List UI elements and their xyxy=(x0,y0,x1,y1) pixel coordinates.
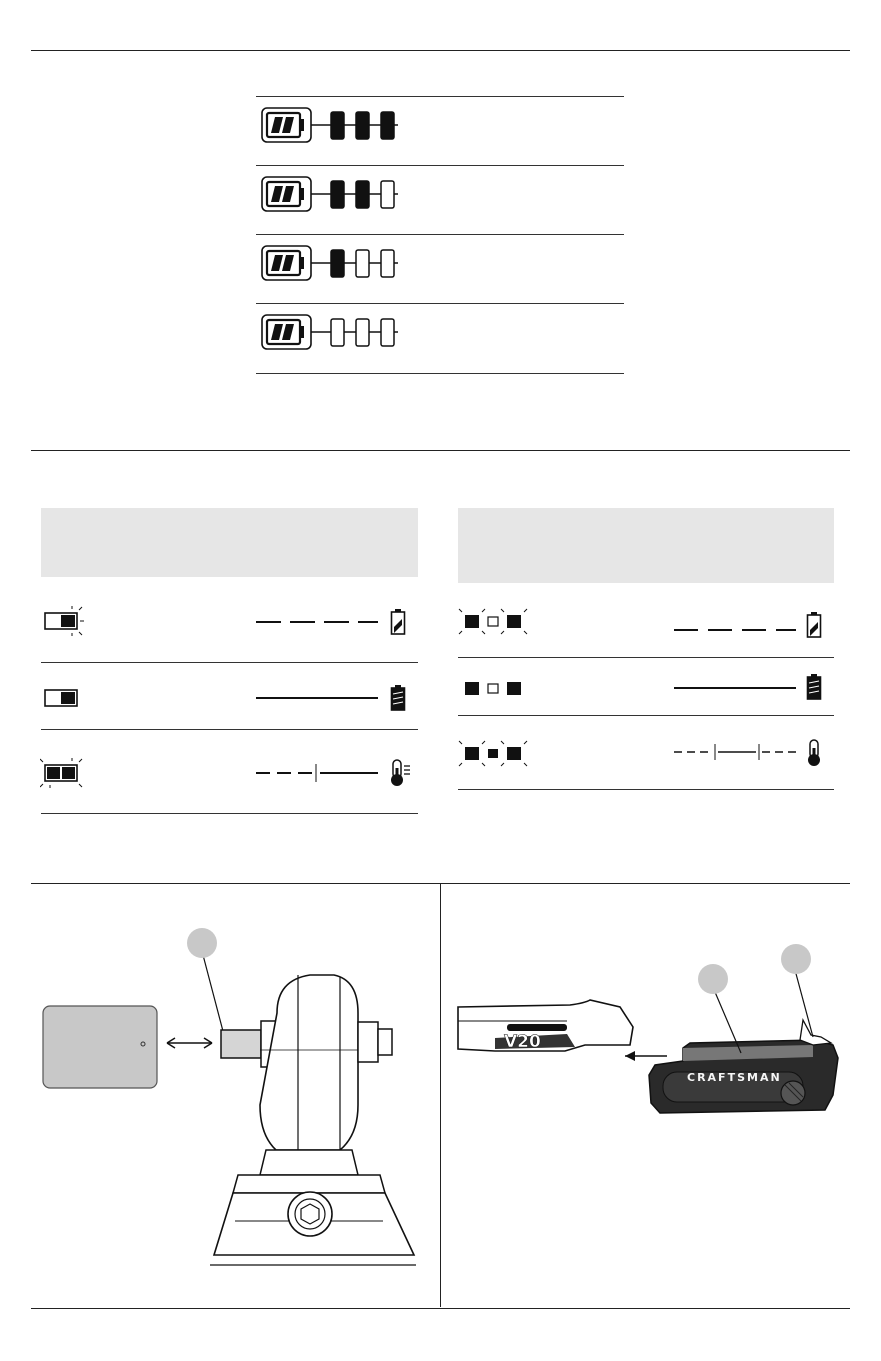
battery-icon xyxy=(262,177,311,211)
fuel-gauge-row xyxy=(258,307,418,367)
battery-icon xyxy=(262,315,311,349)
table-line xyxy=(41,729,418,730)
fuel-gauge-row xyxy=(258,169,418,229)
solid-pattern xyxy=(256,688,381,708)
charger-led-both-flashing-icon xyxy=(40,758,84,788)
gauge-segment-unlit xyxy=(381,181,394,208)
battery-charging-icon xyxy=(806,611,822,639)
table-line xyxy=(256,165,624,166)
figure-divider xyxy=(440,883,441,1307)
gauge-segment-lit xyxy=(381,112,394,139)
table-line xyxy=(256,373,624,374)
battery-brand-text: CRAFTSMAN xyxy=(687,1071,782,1084)
callout-bubble xyxy=(781,944,811,974)
table-line xyxy=(41,662,418,663)
gauge-segment-unlit xyxy=(381,319,394,346)
table-line xyxy=(256,96,624,97)
dashed-pattern xyxy=(256,612,381,632)
charger-led-flashing-icon xyxy=(40,606,84,636)
thermometer-icon xyxy=(388,758,412,788)
battery-full-icon xyxy=(806,673,822,701)
gauge-segment-lit xyxy=(331,250,344,277)
gauge-segment-unlit xyxy=(356,250,369,277)
battery-icon xyxy=(262,108,311,142)
fuel-gauge-row xyxy=(258,238,418,298)
gauge-segment-lit xyxy=(356,181,369,208)
wall-mount-figure xyxy=(40,925,420,1270)
table-header xyxy=(458,508,834,583)
battery-charging-icon xyxy=(390,608,406,636)
gauge-segment-lit xyxy=(356,112,369,139)
bottom-rule xyxy=(31,1308,850,1309)
battery-icon xyxy=(262,246,311,280)
table-header xyxy=(41,508,418,577)
callout-bubble xyxy=(698,964,728,994)
gauge-segment-lit xyxy=(331,181,344,208)
gauge-segment-unlit xyxy=(356,319,369,346)
dashed-pattern xyxy=(674,620,799,640)
table-line xyxy=(458,715,834,716)
top-rule xyxy=(31,50,850,51)
charger-three-led-solid-icon xyxy=(458,675,528,703)
solid-pattern xyxy=(674,678,799,698)
fuel-gauge-row xyxy=(258,100,418,160)
table-line xyxy=(458,789,834,790)
tool-model-text: V20 xyxy=(504,1032,541,1052)
charger-three-led-all-flashing-icon xyxy=(458,740,528,768)
gauge-segment-unlit xyxy=(381,250,394,277)
charger-led-solid-icon xyxy=(40,683,84,713)
gauge-segment-unlit xyxy=(331,319,344,346)
thermometer-icon xyxy=(805,738,823,768)
section-rule-1 xyxy=(31,450,850,451)
table-line xyxy=(256,303,624,304)
dash-then-solid-pattern xyxy=(256,762,381,784)
gauge-segment-lit xyxy=(331,112,344,139)
table-line xyxy=(41,813,418,814)
dash-solid-dash-pattern xyxy=(674,741,799,763)
table-line xyxy=(256,234,624,235)
callout-bubble xyxy=(187,928,217,958)
battery-full-icon xyxy=(390,684,406,712)
charger-three-led-flashing-icon xyxy=(458,608,528,636)
table-line xyxy=(458,657,834,658)
